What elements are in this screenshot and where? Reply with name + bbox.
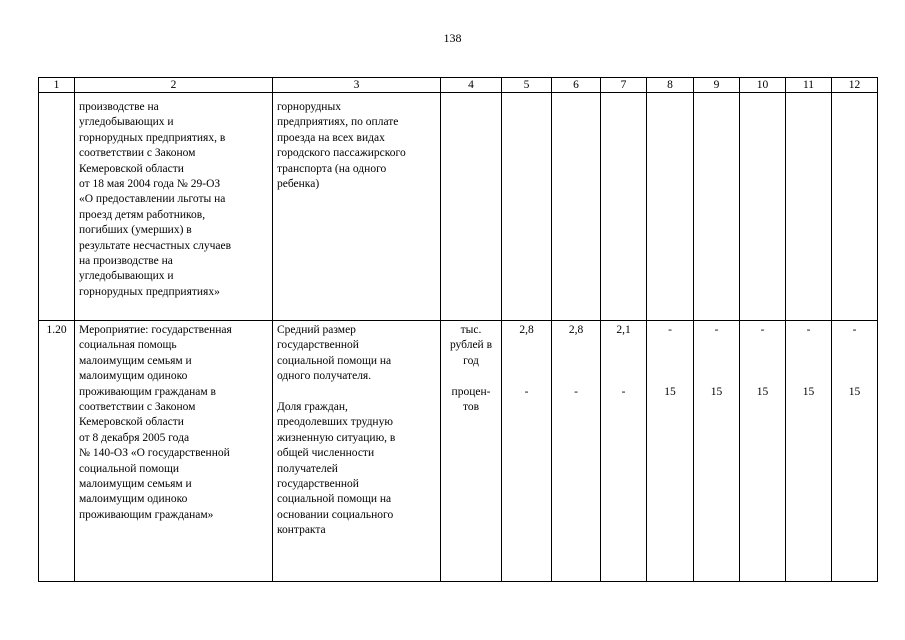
- row-number-cell: 1.20: [39, 321, 75, 582]
- value-cell: 2,1 -: [601, 321, 647, 582]
- value-cell: 2,8 -: [502, 321, 552, 582]
- header-cell: 3: [273, 78, 441, 93]
- value-cell: - 15: [694, 321, 740, 582]
- table-row: [39, 321, 878, 582]
- value-cell: - 15: [740, 321, 786, 582]
- indicators-table: [38, 77, 878, 582]
- header-cell: 6: [552, 78, 601, 93]
- header-cell: 9: [694, 78, 740, 93]
- indicator-name-cell: горнорудных предприятиях, по оплате проезда на всех видах городского пассажирского транспорта (на одного ребенка): [273, 93, 441, 321]
- row-number-cell: [39, 93, 75, 321]
- unit-cell: [441, 93, 502, 321]
- page-number: 138: [443, 31, 462, 45]
- header-cell: 8: [647, 78, 694, 93]
- value-cell: [601, 93, 647, 321]
- header-cell: 10: [740, 78, 786, 93]
- unit-cell: тыс. рублей в год процен- тов: [441, 321, 502, 582]
- value-cell: 2,8 -: [552, 321, 601, 582]
- header-cell: 1: [39, 78, 75, 93]
- value-cell: [740, 93, 786, 321]
- header-cell: 12: [832, 78, 878, 93]
- header-cell: 7: [601, 78, 647, 93]
- header-cell: 4: [441, 78, 502, 93]
- value-cell: [786, 93, 832, 321]
- header-cell: 11: [786, 78, 832, 93]
- table-header-row: [39, 78, 878, 93]
- activity-name-cell: Мероприятие: государственная социальная помощь малоимущим семьям и малоимущим одиноко проживающим гражданам в соответствии с Законом Кемеровской области от 8 декабря 2005 года № 140-ОЗ «О государственной социальной помощи малоимущим семьям и малоимущим одиноко проживающим гражданам»: [75, 321, 273, 582]
- header-cell: 2: [75, 78, 273, 93]
- value-cell: - 15: [647, 321, 694, 582]
- activity-name-cell: производстве на угледобывающих и горнорудных предприятиях, в соответствии с Законом Кемеровской области от 18 мая 2004 года № 29-ОЗ «О предоставлении льготы на проезд детям работников, погибших (умерших) в результате несчастных случаев на производстве на угледобывающих и горнорудных предприятиях»: [75, 93, 273, 321]
- value-cell: - 15: [786, 321, 832, 582]
- value-cell: [647, 93, 694, 321]
- table-row: [39, 93, 878, 321]
- header-cell: 5: [502, 78, 552, 93]
- value-cell: [502, 93, 552, 321]
- value-cell: [552, 93, 601, 321]
- value-cell: [832, 93, 878, 321]
- indicator-name-cell: Средний размер государственной социальной помощи на одного получателя. Доля граждан, преодолевших трудную жизненную ситуацию, в общей численности получателей государственной социальной помощи на основании социального контракта: [273, 321, 441, 582]
- value-cell: [694, 93, 740, 321]
- value-cell: - 15: [832, 321, 878, 582]
